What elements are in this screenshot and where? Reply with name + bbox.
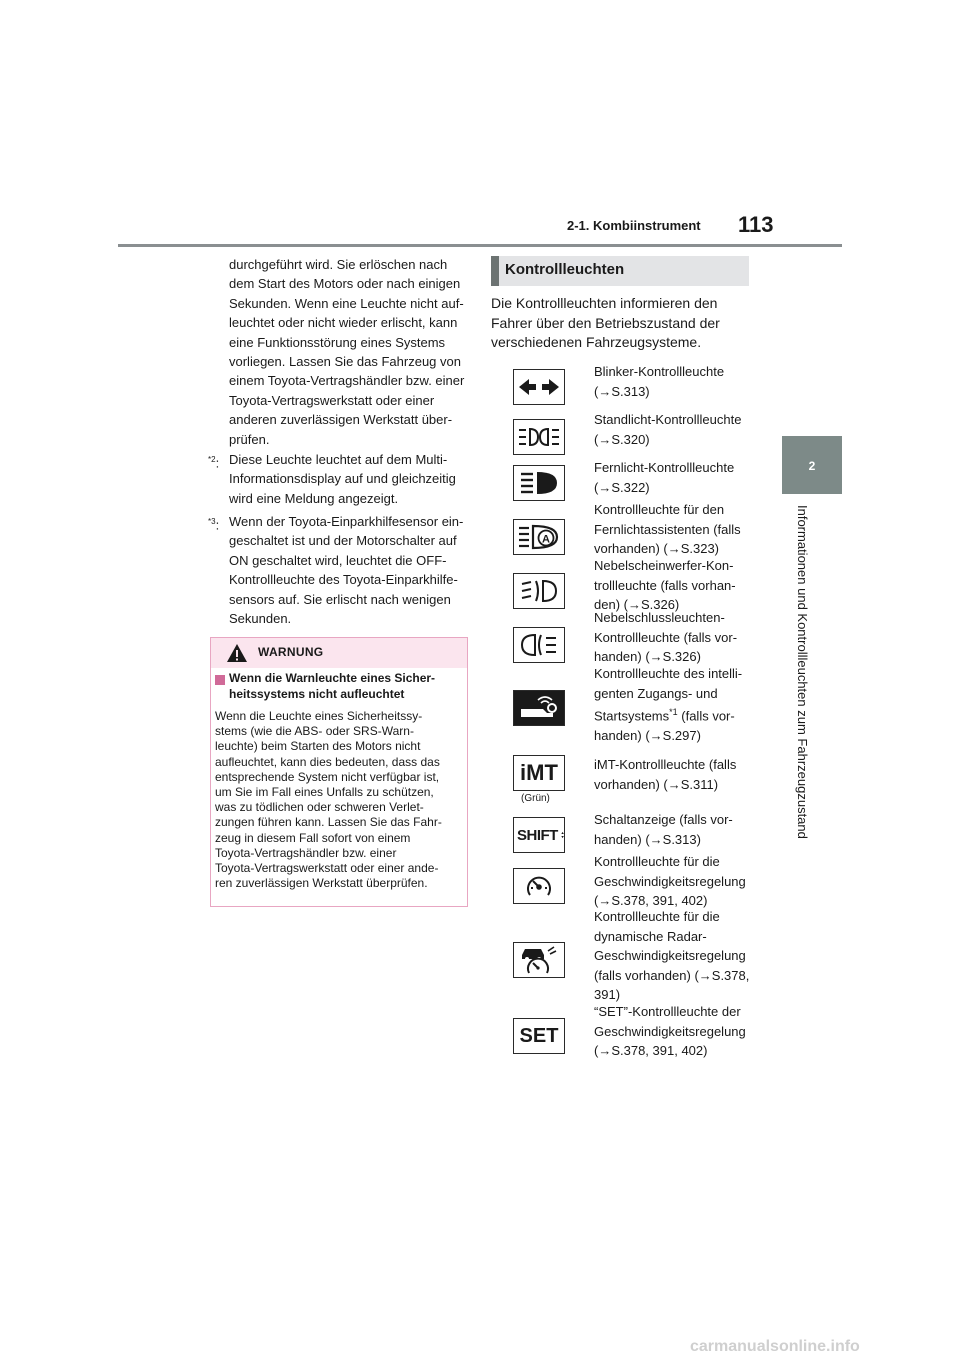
text-line: was zu tödlichen oder schweren Verlet- <box>215 800 424 815</box>
text-line: genten Zugangs- und <box>594 685 718 701</box>
text-line: vorhanden) (→S.311) <box>594 776 719 792</box>
text-line: Informationsdisplay auf und gleichzeitig <box>229 471 456 487</box>
imt-icon: iMT <box>513 755 565 791</box>
footnote-text <box>229 450 474 508</box>
text-line: Die Kontrollleuchten informieren den <box>491 295 718 311</box>
footnote-text <box>229 512 474 628</box>
text-line: anderen zuverlässigen Werkstatt über- <box>229 412 453 428</box>
text-line: (→S.378, 391, 402) <box>594 1043 708 1058</box>
text-line: Blinker-Kontrollleuchte <box>594 364 725 379</box>
text-line: Geschwindigkeitsregelung <box>594 873 746 889</box>
text-line: wird eine Meldung angezeigt. <box>229 490 399 506</box>
auto-high-beam-icon <box>513 519 565 555</box>
text-line: vorliegen. Lassen Sie das Fahrzeug von <box>229 354 461 370</box>
high-beam-icon <box>513 465 565 501</box>
turn-signal-arrows-icon <box>513 369 565 405</box>
icon-color-note: (Grün) <box>521 793 550 804</box>
lamp-description <box>594 458 754 497</box>
text-line: entsprechende System nicht verfügbar ist, <box>215 769 440 784</box>
warning-title: WARNUNG <box>258 645 324 659</box>
text-line: Kontrollleuchte (falls vor- <box>594 629 738 645</box>
text-line: Geschwindigkeitsregelung <box>594 948 746 963</box>
lamp-description <box>594 410 754 449</box>
text-line: prüfen. <box>229 431 270 447</box>
text-line: 391) <box>594 987 621 1002</box>
text-line: einem Toyota-Vertragshändler bzw. einer <box>229 373 465 389</box>
text-line: (→S.378, 391, 402) <box>594 893 708 908</box>
warning-triangle-icon <box>226 643 248 663</box>
text-line: Kontrollleuchte des intelli- <box>594 666 743 681</box>
shift-arrows-icon <box>561 824 564 846</box>
text-line: ON geschaltet wird, leuchtet die OFF- <box>229 552 447 568</box>
text-line: ren zuverlässigen Werkstatt überprüfen. <box>215 876 428 891</box>
text-line: Standlicht-Kontrollleuchte <box>594 412 742 427</box>
footnote-ref: *1 <box>669 707 678 717</box>
text-line: Toyota-Vertragswerkstatt oder einer <box>229 392 435 408</box>
text-line: den) (→S.326) <box>594 597 680 612</box>
lamp-description <box>594 362 754 401</box>
text-line: Geschwindigkeitsregelung <box>594 1023 746 1039</box>
text-line: um Sie im Fall eines Unfalls zu schützen, <box>215 785 434 800</box>
text-line: trollleuchte (falls vorhan- <box>594 577 736 593</box>
lamp-description <box>594 608 754 667</box>
section-heading: Kontrollleuchten <box>505 261 625 278</box>
text-line: verschiedenen Fahrzeugsysteme. <box>491 334 702 350</box>
section-intro <box>491 294 753 353</box>
rear-fog-light-icon <box>513 627 565 663</box>
text-line: iMT-Kontrollleuchte (falls <box>594 757 737 772</box>
shift-label: SHIFT <box>517 826 558 844</box>
chapter-label: Informationen und Kontrollleuchten zum Fahrzeugzustand <box>795 505 810 839</box>
text-line: Toyota-Vertragswerkstatt oder einer ande- <box>215 861 439 876</box>
footnote-marker: $^{*2}$: <box>208 455 220 471</box>
text-line: aufleuchtet, kann dies bedeuten, dass das <box>215 754 440 769</box>
text-line: durchgeführt wird. Sie erlöschen nach <box>229 257 448 272</box>
text-line: (→S.322) <box>594 479 650 495</box>
lamp-description <box>594 664 754 745</box>
text-line <box>594 703 754 726</box>
radar-cruise-control-icon <box>513 942 565 978</box>
continuation-text <box>229 255 474 449</box>
lamp-description <box>594 810 754 849</box>
text-line: Kontrollleuchte für den <box>594 502 725 517</box>
watermark: carmanualsonline.info <box>690 1338 860 1355</box>
text-line: Kontrollleuchte für die <box>594 854 720 869</box>
text-line: Diese Leuchte leuchtet auf dem Multi- <box>229 452 448 467</box>
cruise-control-icon <box>513 868 565 904</box>
text-line: Sekunden. <box>229 611 292 627</box>
text-line: handen) (→S.297) <box>594 727 701 743</box>
text-line: Nebelscheinwerfer-Kon- <box>594 558 734 573</box>
text-line: zungen führen kann. Lassen Sie das Fahr- <box>215 815 442 830</box>
lamp-description <box>594 556 754 615</box>
section-header-bar <box>491 256 499 286</box>
warning-body <box>215 709 463 891</box>
text-line: vorhanden) (→S.323) <box>594 541 720 556</box>
lamp-description <box>594 852 754 911</box>
text-line: dem Start des Motors oder nach einigen <box>229 276 461 292</box>
warning-header <box>211 638 467 668</box>
text-line: eine Funktionsstörung eines Systems <box>229 334 446 350</box>
parking-light-icon <box>513 419 565 455</box>
text-line: leuchte) beim Starten des Motors nicht <box>215 739 421 754</box>
warning-bullet <box>215 675 225 685</box>
text-line: Toyota-Vertragshändler bzw. einer <box>215 845 397 860</box>
text-line: sensors auf. Sie erlischt nach wenigen <box>229 591 451 607</box>
text-line: Wenn die Warnleuchte eines Sicher- <box>229 671 436 685</box>
text-line: leuchtet oder nicht wieder erlischt, kann <box>229 315 458 331</box>
chapter-number: 2 <box>808 459 816 473</box>
section-title: 2-1. Kombiinstrument <box>567 218 701 233</box>
text-line: Schaltanzeige (falls vor- <box>594 812 733 827</box>
smart-key-icon <box>513 690 565 726</box>
text-line: Wenn der Toyota-Einparkhilfesensor ein- <box>229 514 464 529</box>
text-line: Fernlichtassistenten (falls <box>594 521 741 537</box>
warning-subtitle <box>229 671 461 702</box>
text-span: (falls vor- <box>681 708 735 724</box>
footnote-marker: $^{*3}$: <box>208 517 220 533</box>
text-line: (→S.320) <box>594 431 650 447</box>
text-line: dynamische Radar- <box>594 928 707 944</box>
lamp-description <box>594 907 754 1005</box>
text-line: (→S.313) <box>594 383 650 399</box>
text-line: zeug in diesem Fall sofort von einem <box>215 830 411 845</box>
lamp-description <box>594 500 754 559</box>
text-line: handen) (→S.313) <box>594 831 701 847</box>
text-line: Kontrollleuchte des Toyota-Einparkhilfe- <box>229 572 458 588</box>
front-fog-light-icon <box>513 573 565 609</box>
text-line: (falls vorhanden) (→S.378, <box>594 967 750 983</box>
set-indicator-icon: SET <box>513 1018 565 1054</box>
page-number: 113 <box>738 212 774 237</box>
text-span: Startsystems <box>594 708 670 724</box>
lamp-description <box>594 1002 754 1061</box>
text-line: heitssystems nicht aufleuchtet <box>229 686 405 701</box>
text-line: “SET”-Kontrollleuchte der <box>594 1004 741 1019</box>
text-line: geschaltet ist und der Motorschalter auf <box>229 533 457 549</box>
text-line: Kontrollleuchte für die <box>594 909 720 924</box>
lamp-description <box>594 755 754 794</box>
text-line: Fernlicht-Kontrollleuchte <box>594 460 735 475</box>
text-line: stems (wie die ABS- oder SRS-Warn- <box>215 724 414 739</box>
text-line: handen) (→S.326) <box>594 649 701 664</box>
svg-text:A: A <box>542 533 550 546</box>
header-divider <box>118 244 842 247</box>
text-line: Fahrer über den Betriebszustand der <box>491 314 720 331</box>
text-line: Wenn die Leuchte eines Sicherheitssy- <box>215 709 423 723</box>
text-line: Nebelschlussleuchten- <box>594 610 725 625</box>
text-line: Sekunden. Wenn eine Leuchte nicht auf- <box>229 295 464 311</box>
shift-indicator-icon <box>513 817 565 853</box>
